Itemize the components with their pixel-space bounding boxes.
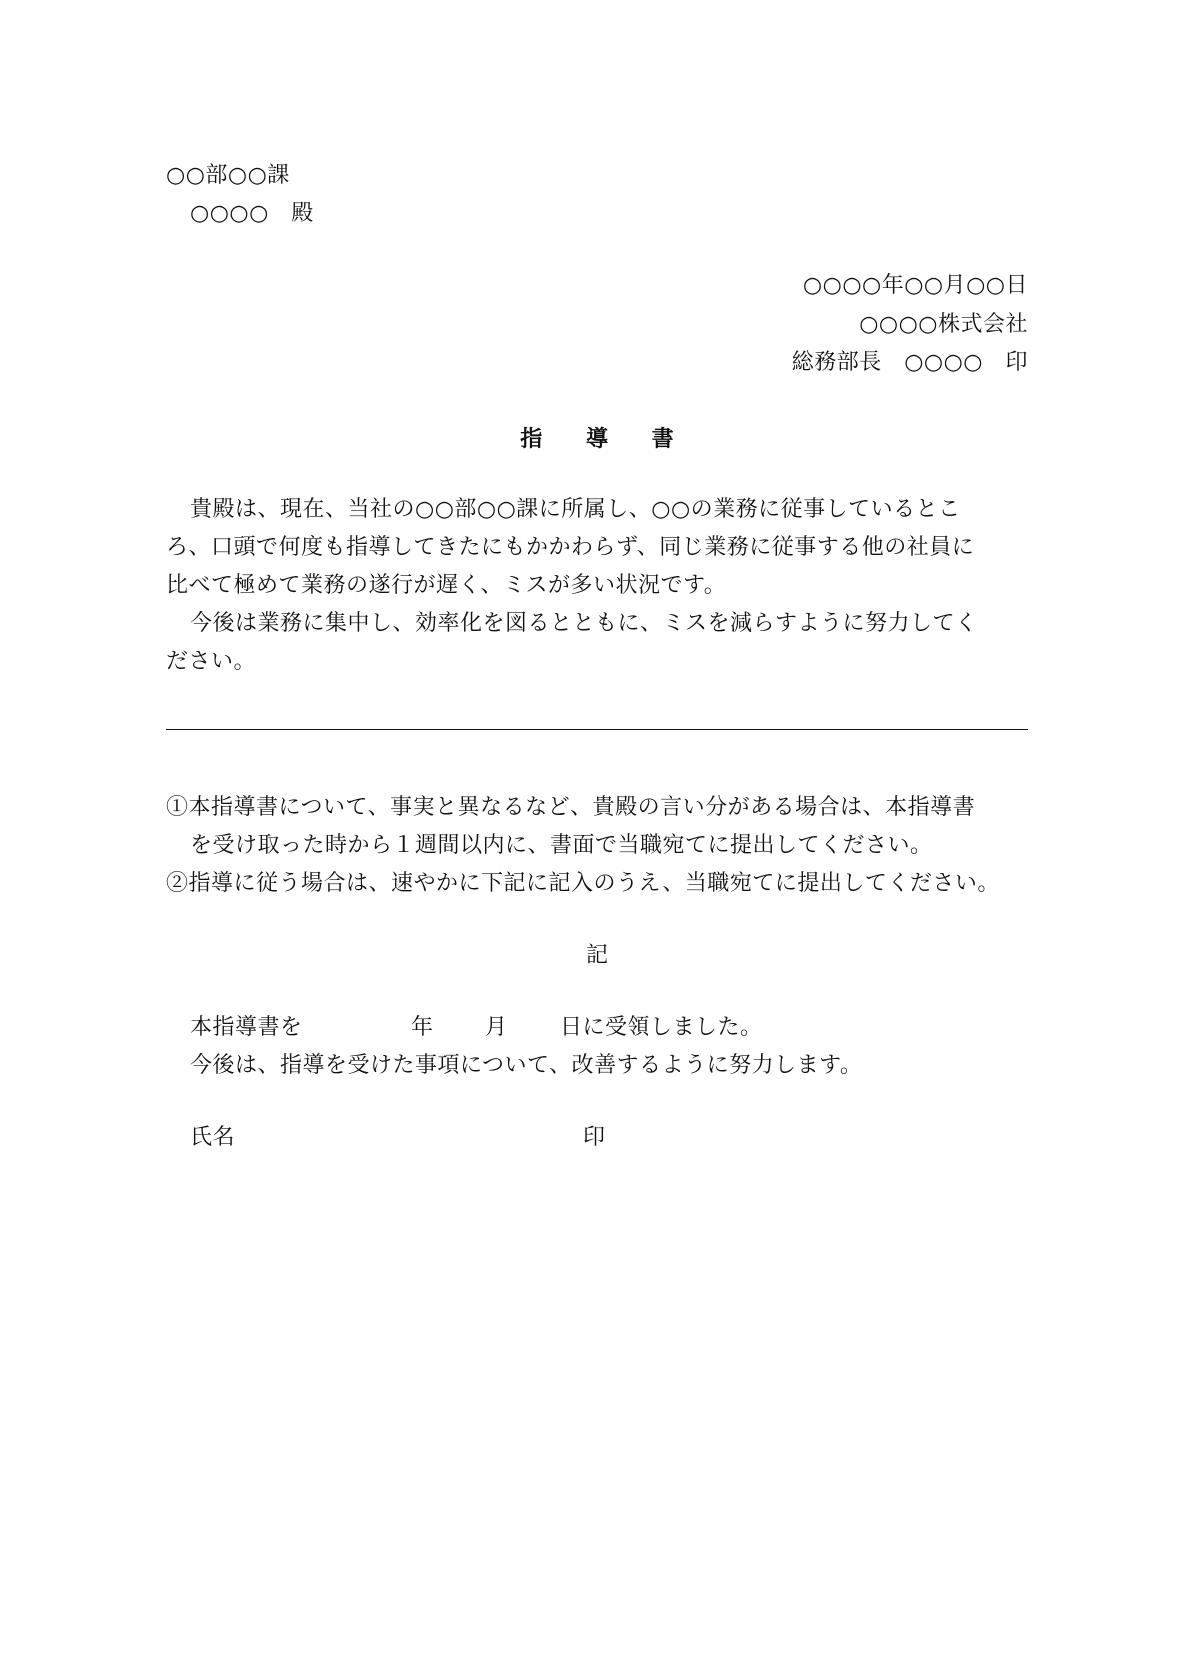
issue-date: ○○○○年○○月○○日 [802,273,1028,298]
body-line-3: 比べて極めて業務の遂行が遅く、ミスが多い状況です。 [166,573,727,598]
sender-signer: 総務部長 ○○○○ 印 [791,350,1028,375]
receipt-day-text: 日に受領しました。 [560,1015,763,1040]
title-char-1: 指 [520,426,543,452]
note-1-line-2: を受け取った時から１週間以内に、書面で当職宛てに提出してください。 [190,833,933,858]
body-line-2: ろ、口頭で何度も指導してきたにもかかわらず、同じ業務に従事する他の社員に [166,535,975,560]
receipt-commitment: 今後は、指導を受けた事項について、改善するように努力します。 [190,1053,863,1078]
title-char-2: 導 [585,426,608,452]
note-2: ②指導に従う場合は、速やかに下記に記入のうえ、当職宛てに提出してください。 [166,871,1000,896]
receipt-year-label: 年 [411,1015,434,1040]
ki-heading: 記 [585,943,608,968]
recipient-name: ○○○○ 殿 [190,201,314,226]
document-title [0,422,1194,453]
note-1-line-1: ①本指導書について、事実と異なるなど、貴殿の言い分がある場合は、本指導書 [166,795,976,820]
body-line-4: 今後は業務に集中し、効率化を図るとともに、ミスを減らすように努力してく [190,611,978,636]
sender-company: ○○○○株式会社 [859,312,1028,337]
seal-label: 印 [583,1125,606,1150]
recipient-department: ○○部○○課 [166,163,290,188]
body-line-1: 貴殿は、現在、当社の○○部○○課に所属し、○○の業務に従事しているとこ [190,497,961,522]
name-label: 氏名 [190,1125,236,1150]
receipt-prefix: 本指導書を [190,1015,303,1040]
receipt-month-label: 月 [485,1015,508,1040]
body-line-5: ださい。 [166,649,257,674]
title-char-3: 書 [651,426,674,452]
divider-line [166,729,1028,730]
